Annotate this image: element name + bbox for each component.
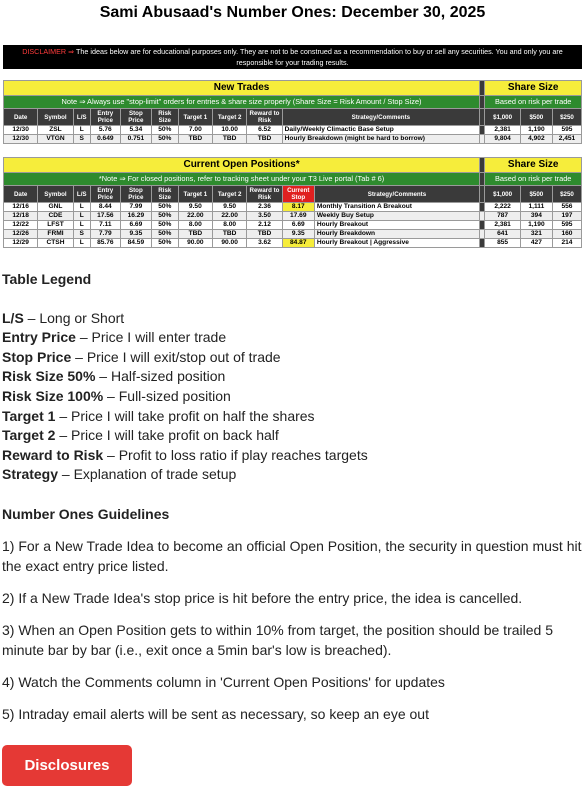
column-header: $1,000: [485, 186, 520, 203]
column-header: Risk Size: [151, 109, 178, 126]
column-header: L/S: [73, 186, 90, 203]
table-cell: 214: [552, 239, 581, 248]
table-row: [4, 221, 582, 230]
legend-item: [2, 348, 582, 368]
legend-term: Target 2: [2, 427, 56, 444]
table-cell: 17.69: [282, 212, 314, 221]
table-cell: L: [73, 212, 90, 221]
table-cell: 12/26: [4, 230, 38, 239]
table-cell: TBD: [178, 135, 212, 144]
table-cell: ZSL: [38, 126, 73, 135]
table-cell: CDE: [38, 212, 73, 221]
share-size-note: Based on risk per trade: [485, 96, 582, 109]
table-cell: 0.649: [90, 135, 120, 144]
table-cell: L: [73, 221, 90, 230]
table-cell: 50%: [151, 203, 178, 212]
table-cell: 10.00: [213, 126, 247, 135]
table-cell: 12/18: [4, 212, 38, 221]
share-size-title: Share Size: [485, 158, 582, 173]
table-cell: 4,902: [520, 135, 552, 144]
legend-item: [2, 387, 582, 407]
table-cell: 2,381: [485, 221, 520, 230]
legend-term: Strategy: [2, 466, 59, 483]
column-header: Target 2: [213, 109, 247, 126]
table-cell: 5.34: [120, 126, 151, 135]
legend-item: [2, 465, 582, 485]
column-header: Entry Price: [90, 186, 120, 203]
column-header: Reward to Risk: [247, 186, 282, 203]
table-cell: 2.12: [247, 221, 282, 230]
table-cell: 50%: [151, 212, 178, 221]
table-cell: Weekly Buy Setup: [314, 212, 479, 221]
table-cell: 2,222: [485, 203, 520, 212]
table-cell: 22.00: [178, 212, 212, 221]
table-cell: Daily/Weekly Climactic Base Setup: [282, 126, 479, 135]
table-row: [4, 230, 582, 239]
table-cell: 855: [485, 239, 520, 248]
table-cell: 16.29: [120, 212, 151, 221]
disclosures-button[interactable]: Disclosures: [2, 745, 132, 786]
disclaimer-banner: [3, 45, 582, 69]
table-cell: L: [73, 239, 90, 248]
legend-description: – Long or Short: [23, 309, 125, 326]
table-cell: 12/16: [4, 203, 38, 212]
legend-description: – Half-sized position: [95, 368, 226, 385]
table-legend: [2, 270, 582, 485]
table-cell: TBD: [213, 230, 247, 239]
open-positions-table: [3, 157, 582, 248]
open-positions-title: Current Open Positions*: [4, 158, 480, 173]
guidelines-list: [2, 536, 582, 724]
table-cell: 595: [552, 126, 581, 135]
guideline-item: 3) When an Open Position gets to within 10% from target, the position should be trailed 5 minute bar by bar (i.e., exit once a 5min bar's low is breached).: [2, 622, 553, 658]
table-cell: 1,111: [520, 203, 552, 212]
table-cell: 2.36: [247, 203, 282, 212]
table-cell: 6.69: [120, 221, 151, 230]
table-cell: TBD: [247, 135, 282, 144]
page-title: Sami Abusaad's Number Ones: December 30, 2025: [99, 4, 486, 21]
table-cell: 9.35: [120, 230, 151, 239]
table-row: [4, 203, 582, 212]
table-row: [4, 239, 582, 248]
table-cell: 85.76: [90, 239, 120, 248]
guidelines-section: [2, 504, 582, 736]
legend-item: [2, 426, 582, 446]
table-cell: 160: [552, 230, 581, 239]
guideline-item: 1) For a New Trade Idea to become an official Open Position, the security in question must hit the exact entry price listed.: [2, 538, 582, 574]
legend-item: [2, 328, 582, 348]
open-positions-note: *Note ⇒ For closed positions, refer to tracking sheet under your T3 Live portal (Tab # 6): [4, 173, 480, 186]
column-header-row: [4, 186, 582, 203]
table-row: [4, 212, 582, 221]
column-header: $250: [552, 109, 581, 126]
table-cell: 22.00: [213, 212, 247, 221]
table-cell: 17.56: [90, 212, 120, 221]
legend-description: – Full-sized position: [103, 387, 231, 404]
legend-description: – Price I will enter trade: [75, 329, 227, 346]
guidelines-title: Number Ones Guidelines: [2, 506, 170, 522]
legend-description: – Explanation of trade setup: [58, 466, 237, 483]
column-header: Date: [4, 109, 38, 126]
table-cell: 90.00: [213, 239, 247, 248]
table-cell: 7.79: [90, 230, 120, 239]
table-cell: LFST: [38, 221, 73, 230]
table-cell: 394: [520, 212, 552, 221]
table-cell: S: [73, 230, 90, 239]
legend-description: – Price I will exit/stop out of trade: [71, 348, 281, 365]
table-cell: 8.00: [213, 221, 247, 230]
table-cell: TBD: [247, 230, 282, 239]
column-header: L/S: [73, 109, 90, 126]
legend-item: [2, 407, 582, 427]
legend-item: [2, 367, 582, 387]
table-cell: 595: [552, 221, 581, 230]
table-cell: L: [73, 203, 90, 212]
table-row: [4, 126, 582, 135]
legend-description: – Profit to loss ratio if play reaches targets: [103, 446, 368, 463]
table-cell: FRMI: [38, 230, 73, 239]
table-cell: Hourly Breakdown: [314, 230, 479, 239]
table-cell: 7.99: [120, 203, 151, 212]
table-cell: 6.52: [247, 126, 282, 135]
table-cell: 2,451: [552, 135, 581, 144]
table-cell: 9.50: [178, 203, 212, 212]
table-cell: 787: [485, 212, 520, 221]
column-header: Reward to Risk: [247, 109, 282, 126]
legend-description: – Price I will take profit on back half: [55, 427, 279, 444]
column-header-row: [4, 109, 582, 126]
guideline-item: 5) Intraday email alerts will be sent as necessary, so keep an eye out: [2, 706, 429, 722]
table-cell: 1,190: [520, 221, 552, 230]
new-trades-table: [3, 80, 582, 144]
table-cell: Hourly Breakdown (might be hard to borrow): [282, 135, 479, 144]
table-cell: 9,804: [485, 135, 520, 144]
share-size-note: Based on risk per trade: [485, 173, 582, 186]
table-cell: 84.59: [120, 239, 151, 248]
table-cell: 321: [520, 230, 552, 239]
guideline-item: 4) Watch the Comments column in 'Current Open Positions' for updates: [2, 674, 445, 690]
share-size-title: Share Size: [485, 81, 582, 96]
legend-item: [2, 309, 582, 329]
table-cell: 556: [552, 203, 581, 212]
table-cell: 50%: [151, 126, 178, 135]
table-cell: TBD: [178, 230, 212, 239]
legend-item: [2, 446, 582, 466]
table-cell: 8.17: [282, 203, 314, 212]
table-cell: Monthly Transition A Breakout: [314, 203, 479, 212]
table-cell: 427: [520, 239, 552, 248]
column-header: Entry Price: [90, 109, 120, 126]
table-row: [4, 135, 582, 144]
table-cell: 197: [552, 212, 581, 221]
column-header: $500: [520, 109, 552, 126]
column-header: Date: [4, 186, 38, 203]
column-header: Risk Size: [151, 186, 178, 203]
table-cell: 8.44: [90, 203, 120, 212]
table-cell: Hourly Breakout: [314, 221, 479, 230]
table-cell: 3.62: [247, 239, 282, 248]
column-header: Current Stop: [282, 186, 314, 203]
table-cell: 9.50: [213, 203, 247, 212]
legend-term: Reward to Risk: [2, 446, 104, 463]
legend-term: Stop Price: [2, 348, 72, 365]
table-cell: 8.00: [178, 221, 212, 230]
table-cell: Hourly Breakout | Aggressive: [314, 239, 479, 248]
table-cell: 3.50: [247, 212, 282, 221]
table-cell: GNL: [38, 203, 73, 212]
column-header: $1,000: [485, 109, 520, 126]
column-header: Strategy/Comments: [314, 186, 479, 203]
table-cell: VTGN: [38, 135, 73, 144]
legend-term: Entry Price: [2, 329, 76, 346]
legend-list: [2, 309, 582, 485]
table-cell: 50%: [151, 230, 178, 239]
table-cell: 7.00: [178, 126, 212, 135]
column-header: Strategy/Comments: [282, 109, 479, 126]
legend-title: Table Legend: [2, 271, 92, 287]
disclaimer-label: DISCLAIMER ⇒: [22, 47, 75, 56]
table-cell: CTSH: [38, 239, 73, 248]
legend-term: L/S: [2, 309, 24, 326]
column-header: $250: [552, 186, 581, 203]
table-cell: S: [73, 135, 90, 144]
new-trades-note: Note ⇒ Always use "stop-limit" orders for entries & share size properly (Share Size = Risk Amount / Stop Size): [4, 96, 480, 109]
table-cell: 12/30: [4, 126, 38, 135]
legend-term: Target 1: [2, 407, 56, 424]
legend-term: Risk Size 100%: [2, 387, 104, 404]
disclaimer-text: The ideas below are for educational purposes only. They are not to be construed as a recommendation to buy or sell any securities. You and only you are responsible for your trading results.: [76, 47, 563, 67]
column-header: Target 1: [178, 109, 212, 126]
table-cell: 6.69: [282, 221, 314, 230]
legend-term: Risk Size 50%: [2, 368, 96, 385]
column-header: Target 2: [213, 186, 247, 203]
table-cell: 90.00: [178, 239, 212, 248]
table-cell: 5.76: [90, 126, 120, 135]
table-cell: 2,381: [485, 126, 520, 135]
column-header: Symbol: [38, 109, 73, 126]
table-cell: 50%: [151, 135, 178, 144]
column-header: Target 1: [178, 186, 212, 203]
table-cell: 641: [485, 230, 520, 239]
column-header: $500: [520, 186, 552, 203]
table-cell: 9.35: [282, 230, 314, 239]
table-cell: 50%: [151, 221, 178, 230]
table-cell: TBD: [213, 135, 247, 144]
table-cell: 12/29: [4, 239, 38, 248]
legend-description: – Price I will take profit on half the shares: [55, 407, 315, 424]
table-cell: 12/22: [4, 221, 38, 230]
table-cell: 12/30: [4, 135, 38, 144]
guideline-item: 2) If a New Trade Idea's stop price is hit before the entry price, the idea is cancelled.: [2, 590, 523, 606]
table-cell: L: [73, 126, 90, 135]
table-cell: 50%: [151, 239, 178, 248]
column-header: Symbol: [38, 186, 73, 203]
column-header: Stop Price: [120, 109, 151, 126]
table-cell: 84.87: [282, 239, 314, 248]
table-cell: 1,190: [520, 126, 552, 135]
column-header: Stop Price: [120, 186, 151, 203]
new-trades-title: New Trades: [4, 81, 480, 96]
table-cell: 0.751: [120, 135, 151, 144]
table-cell: 7.11: [90, 221, 120, 230]
